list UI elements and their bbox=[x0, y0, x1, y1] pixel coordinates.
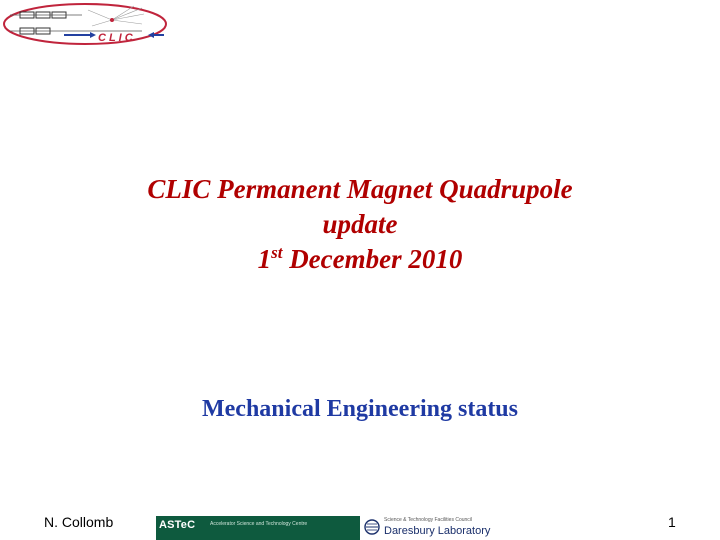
slide-subtitle: Mechanical Engineering status bbox=[202, 396, 518, 422]
daresbury-logo bbox=[360, 516, 500, 540]
astec-logo bbox=[156, 516, 360, 540]
stfc-emblem-icon bbox=[363, 518, 381, 538]
daresbury-logo-sub: Science & Technology Facilities Council bbox=[384, 517, 473, 523]
page-number: 1 bbox=[668, 514, 676, 530]
astec-logo-mark: ASTeC bbox=[159, 519, 196, 531]
daresbury-logo-name: Daresbury Laboratory bbox=[384, 525, 491, 537]
astec-logo-tagline: Accelerator Science and Technology Centre bbox=[210, 521, 308, 527]
title-date bbox=[60, 242, 660, 277]
clic-logo-text: C L I C bbox=[98, 32, 133, 44]
footer-author: N. Collomb bbox=[44, 514, 114, 530]
clic-logo bbox=[2, 2, 168, 46]
date-ordinal: st bbox=[271, 243, 283, 262]
title-line-1: CLIC Permanent Magnet Quadrupole bbox=[147, 174, 573, 204]
date-day: 1 bbox=[257, 244, 272, 274]
date-rest: December 2010 bbox=[282, 244, 463, 274]
slide-title bbox=[60, 172, 660, 277]
title-line-2: update bbox=[322, 209, 398, 239]
